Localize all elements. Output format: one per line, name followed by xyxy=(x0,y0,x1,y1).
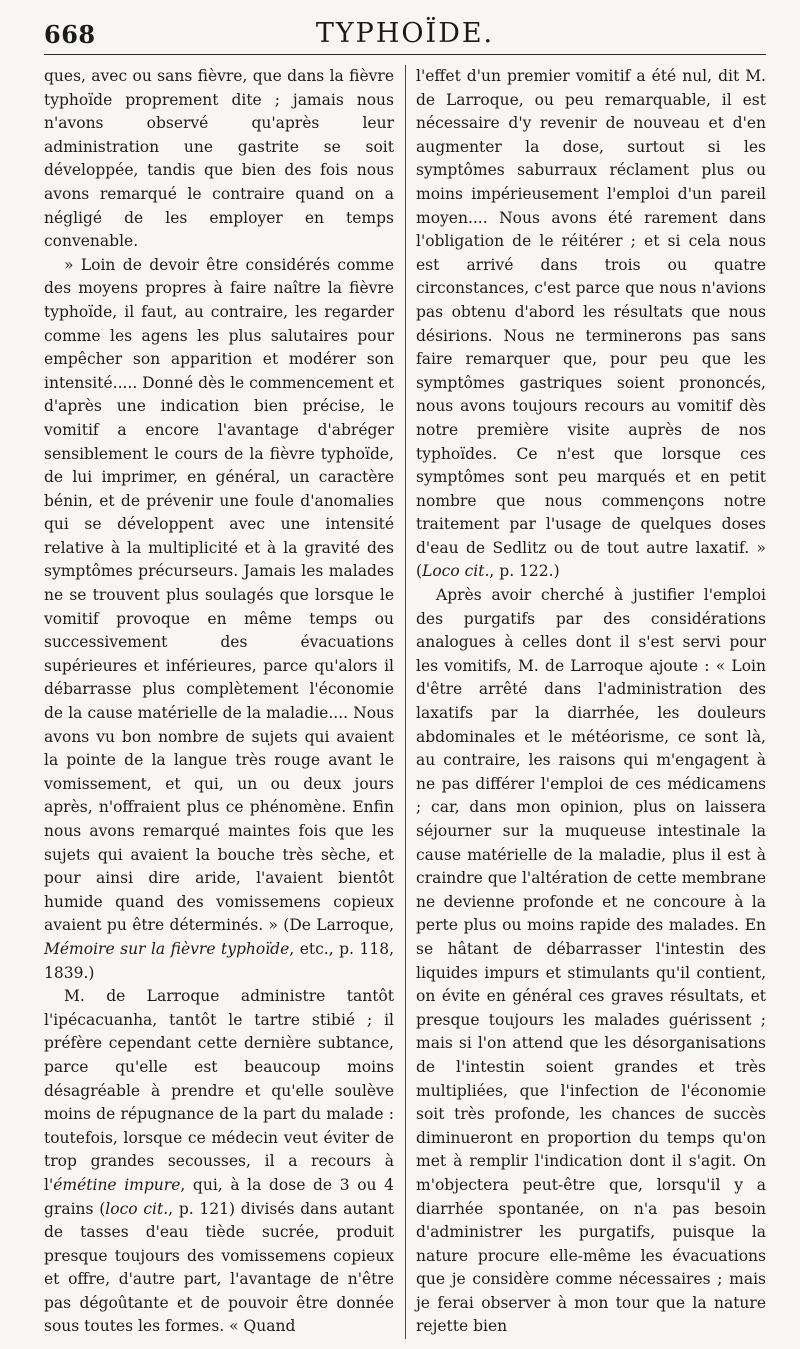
right-paragraph-2: Après avoir cherché à justifier l'emploi des purgatifs par des considérations analogues à celles dont il s'est servi pour les vomitifs, M. de Larroque ajoute : « Loin d'être arrêté dans l'administration des laxatifs par la diarrhée, les douleurs abdominales et le météorisme, ce sont là, au contraire, les raisons qui m'engagent à ne pas différer l'emploi de ces médicamens ; car, dans mon opinion, plus on laissera séjourner sur la muqueuse intestinale la cause matérielle de la maladie, plus il est à craindre que l'altération de cette membrane ne devienne profonde et ne concoure à la perte plus ou moins rapide des malades. En se hâtant de débarrasser l'intestin des liquides impurs et stimulants qu'il contient, on évite en général ces graves résultats, et presque toujours les malades guérissent ; mais si l'on attend que les désorganisations de l'intestin soient grandes et très multipliées, que l'infection de l'économie soit très profonde, les chances de succès diminueront en proportion du temps qu'on met à remplir l'indication dont il s'agit. On m'objectera peut-être que, lorsqu'il y a diarrhée spontanée, on n'a pas besoin d'administrer les purgatifs, puisque la nature procure elle-même les évacuations que je considère comme nécessaires ; mais je ferai observer à mon tour que la nature rejette bien xyxy=(416,586,766,1336)
right-paragraph-1-loco-cit: Loco cit. xyxy=(422,562,490,581)
left-paragraph-1: ques, avec ou sans fièvre, que dans la fièvre typhoïde proprement dite ; jamais nous n'avons observé qu'après leur administration une gastrite se soit développée, tandis que bien des fois nous avons remarqué le contraire quand on a négligé de les employer en temps convenable. xyxy=(44,67,394,251)
running-head xyxy=(44,14,766,55)
text-columns xyxy=(44,65,766,1339)
page-number: 668 xyxy=(44,20,96,49)
left-paragraph-3-text: M. de Larroque administre tantôt l'ipécacuanha, tantôt le tartre stibié ; il préfère cependant cette dernière subtance, parce qu'elle est beaucoup moins désagréable à prendre et qu'elle soulève moins de répugnance de la part du malade : toutefois, lorsque ce médecin veut éviter de trop grandes secousses, il a recours à l' xyxy=(44,987,394,1194)
right-paragraph-1-end: , p. 122.) xyxy=(489,562,560,581)
left-column xyxy=(44,65,394,1339)
column-divider xyxy=(405,65,406,1339)
right-paragraph-1-text: l'effet d'un premier vomitif a été nul, dit M. de Larroque, ou peu remarquable, il est nécessaire d'y revenir de nouveau et d'en augmenter la dose, surtout si les symptômes saburraux réclament plus ou moins impérieusement l'emploi d'un pareil moyen.... Nous avons été rarement dans l'obligation de le réitérer ; et si cela nous est arrivé dans trois ou quatre circonstances, c'est parce que nous n'avions pas obtenu d'abord les résultats que nous désirions. Nous ne terminerons pas sans faire remarquer que, pour peu que les symptômes gastriques soient prononcés, nous avons toujours recours au vomitif dès notre première visite auprès de nos typhoïdes. Ce n'est que lorsque ces symptômes sont peu marqués et en petit nombre que nous commençons notre traitement par l'usage de quelques doses d'eau de Sedlitz ou de tout autre laxatif. » ( xyxy=(416,67,766,581)
right-paragraph-1 xyxy=(416,65,766,584)
left-paragraph-2-citation-end: , etc., p. 118, 1839.) xyxy=(44,939,394,982)
right-column xyxy=(416,65,766,1339)
left-paragraph-3-middle: , qui, à la dose de 3 ou 4 grains ( xyxy=(44,1175,394,1218)
left-paragraph-3-end: , p. 121) divisés dans autant de tasses d'eau tiède sucrée, produit presque toujours des vomissemens copieux et offre, d'autre part, l'avantage de n'être pas dégoûtante et de pouvoir être donnée sous toutes les formes. « Quand xyxy=(44,1199,394,1336)
left-paragraph-2-citation-title: Mémoire sur la fièvre typhoïde xyxy=(44,939,290,958)
left-paragraph-2 xyxy=(44,254,394,985)
left-paragraph-2-text: » Loin de devoir être considérés comme des moyens propres à faire naître la fièvre typhoïde, il faut, au contraire, les regarder comme les agens les plus salutaires pour empêcher son apparition et modérer son intensité..... Donné dès le commencement et d'après une indication bien précise, le vomitif a encore l'avantage d'abréger sensiblement le cours de la fièvre typhoïde, de lui imprimer, en général, un caractère bénin, et de prévenir une foule d'anomalies qui se développent avec une intensité relative à la multiplicité et à la gravité des symptômes précurseurs. Jamais les malades ne se trouvent plus soulagés que lorsque le vomitif provoque en même temps ou successivement des évacuations supérieures et inférieures, parce qu'alors il débarrasse plus complètement l'économie de la cause matérielle de la maladie.... Nous avons vu bon nombre de sujets qui avaient la pointe de la langue très rouge avant le vomissement, et qui, un ou deux jours après, n'offraient plus ce phénomène. Enfin nous avons remarqué maintes fois que les sujets qui avaient la bouche très sèche, et pour ainsi dire aride, l'avaient bientôt humide quand des vomissemens copieux avaient pu être déterminés. » (De Larroque, xyxy=(44,255,394,935)
left-paragraph-3 xyxy=(44,985,394,1339)
page-title: TYPHOÏDE. xyxy=(315,18,495,49)
left-paragraph-3-italic-term: émétine impure xyxy=(53,1175,181,1194)
left-paragraph-3-loco-cit: loco cit. xyxy=(105,1199,169,1218)
